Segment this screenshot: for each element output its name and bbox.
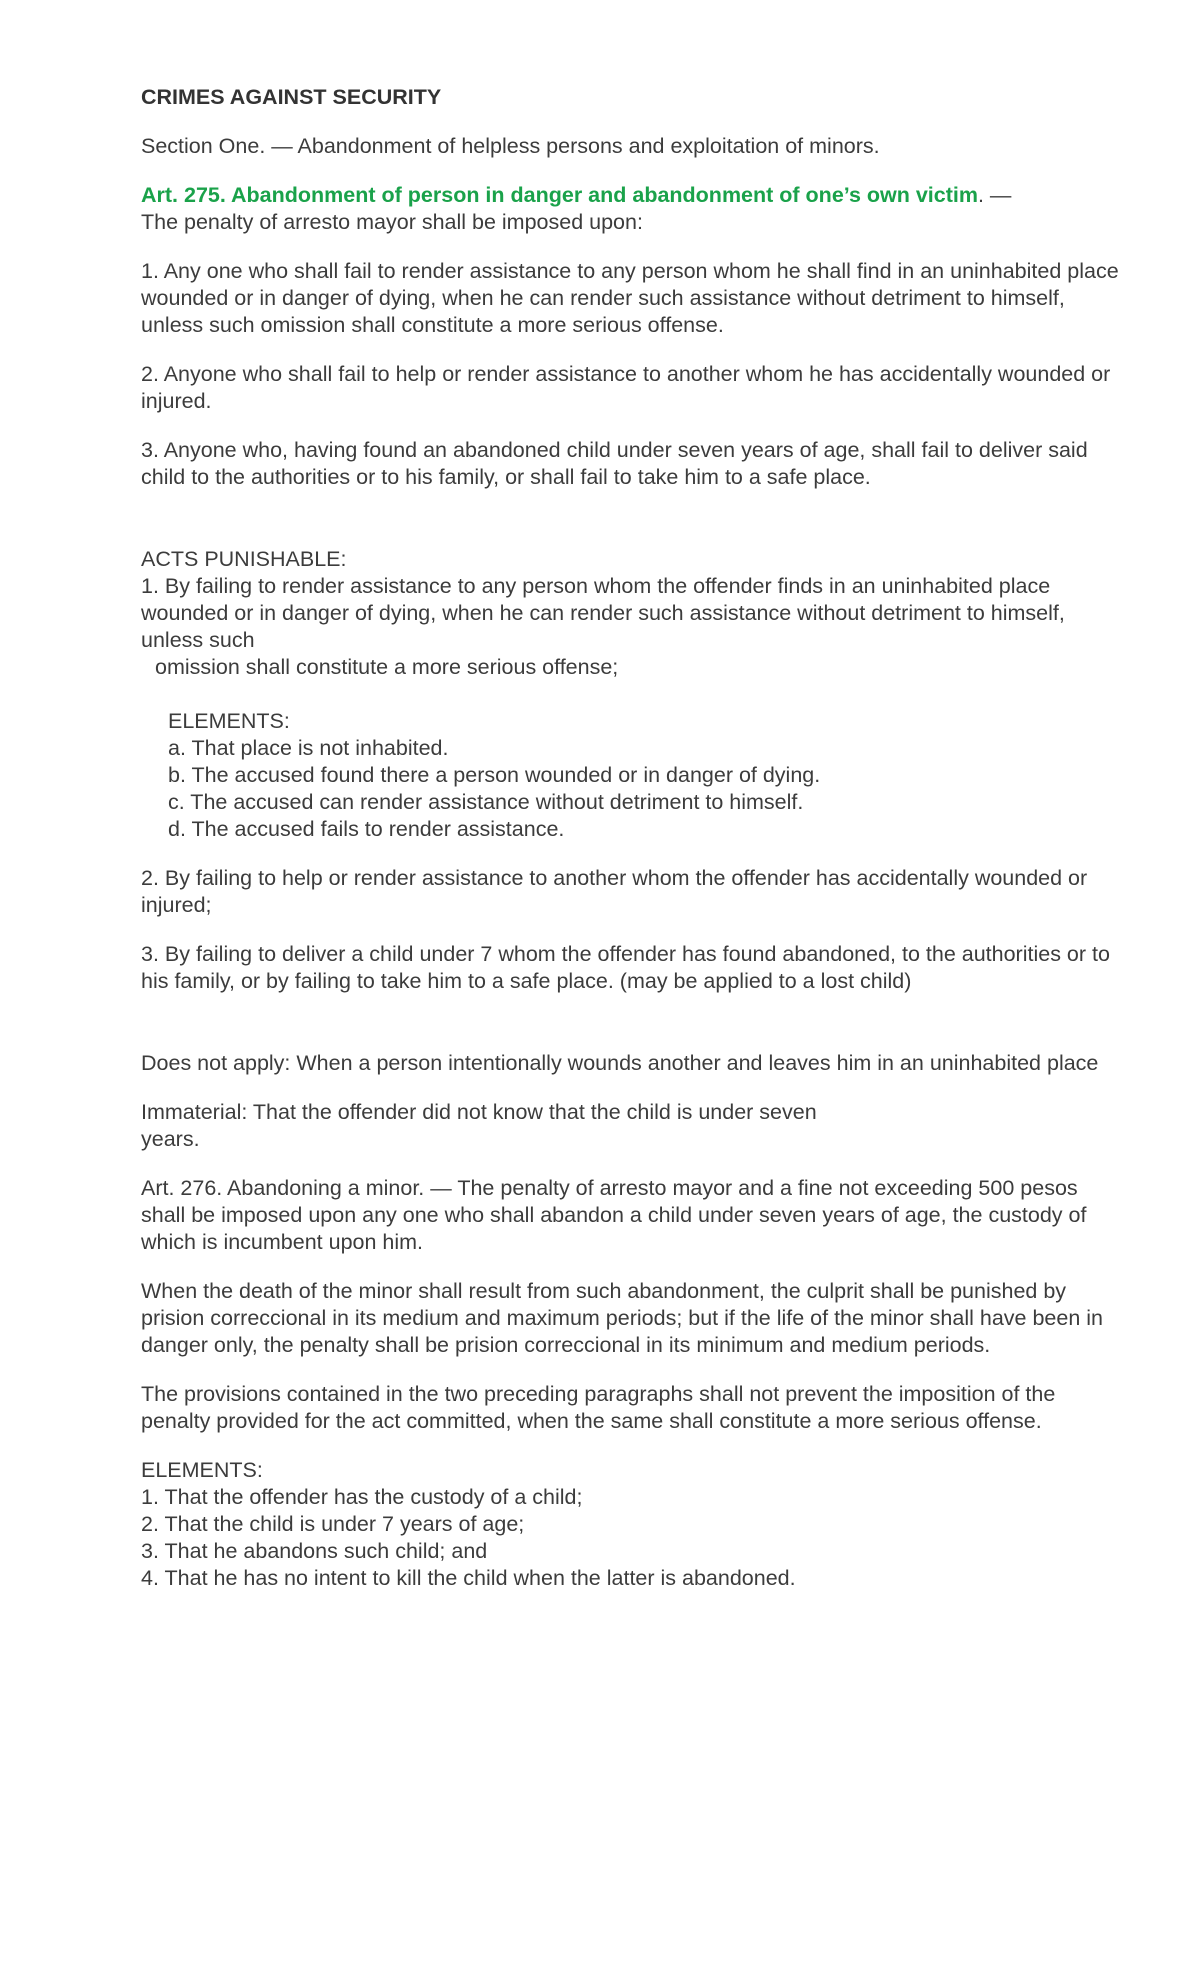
art-275-item-3: 3. Anyone who, having found an abandoned child under seven years of age, shall fail to deliver said child to the authorities or to his family, or shall fail to take him to a safe place. — [141, 438, 1088, 489]
does-not-apply-note: Does not apply: When a person intentionally wounds another and leaves him in an uninhabited place — [141, 1051, 1099, 1075]
spacer — [141, 491, 1121, 546]
page-title: CRIMES AGAINST SECURITY — [141, 85, 442, 109]
art-275-intro — [141, 182, 1121, 236]
act-1-continuation: omission shall constitute a more serious offense; — [155, 655, 619, 679]
art-275-heading-tail: . — — [977, 183, 1012, 207]
art-276-paragraph-1: Art. 276. Abandoning a minor. — The penalty of arresto mayor and a fine not exceeding 500 pesos shall be imposed upon any one who shall abandon a child under seven years of age, the custody of which is incumbent upon him. — [141, 1176, 1087, 1254]
section-heading: Section One. — Abandonment of helpless persons and exploitation of minors. — [141, 134, 880, 158]
art-276-elements — [141, 1457, 1121, 1592]
elements-label: ELEMENTS: — [141, 1458, 263, 1482]
art-275-heading: Art. 275. Abandonment of person in danger and abandonment of one’s own victim — [141, 183, 978, 207]
acts-punishable-label: ACTS PUNISHABLE: — [141, 547, 347, 571]
act-2-text: 2. By failing to help or render assistance to another whom the offender has accidentally wounded or injured; — [141, 866, 1088, 917]
element-item: 3. That he abandons such child; and — [141, 1539, 488, 1563]
art-276-paragraph-2: When the death of the minor shall result from such abandonment, the culprit shall be punished by prision correccional in its medium and maximum periods; but if the life of the minor shall have been in danger only, the penalty shall be prision correccional in its minimum and medium periods. — [141, 1279, 1103, 1357]
art-275-item-2: 2. Anyone who shall fail to help or render assistance to another whom he has accidentally wounded or injured. — [141, 362, 1111, 413]
spacer — [141, 995, 1121, 1050]
art-275-intro-text: The penalty of arresto mayor shall be imposed upon: — [141, 210, 643, 234]
act-1-elements — [141, 708, 1121, 843]
element-item: 1. That the offender has the custody of a child; — [141, 1485, 583, 1509]
act-1-text: 1. By failing to render assistance to any person whom the offender finds in an uninhabited place wounded or in danger of dying, when he can render such assistance without detriment to himself, unless such — [141, 574, 1065, 652]
element-item: d. The accused fails to render assistance. — [168, 817, 565, 841]
immaterial-note — [141, 1099, 1121, 1153]
element-item: 4. That he has no intent to kill the child when the latter is abandoned. — [141, 1566, 796, 1590]
element-item: 2. That the child is under 7 years of age; — [141, 1512, 525, 1536]
immaterial-line-2: years. — [141, 1127, 200, 1151]
elements-label: ELEMENTS: — [168, 709, 290, 733]
element-item: c. The accused can render assistance without detriment to himself. — [168, 790, 804, 814]
art-275-item-1: 1. Any one who shall fail to render assistance to any person whom he shall find in an uninhabited place wounded or in danger of dying, when he can render such assistance without detriment to himself, unless such omission shall constitute a more serious offense. — [141, 259, 1119, 337]
immaterial-line-1: Immaterial: That the offender did not know that the child is under seven — [141, 1100, 817, 1124]
element-item: b. The accused found there a person wounded or in danger of dying. — [168, 763, 821, 787]
document-page — [141, 84, 1121, 1592]
act-3-text: 3. By failing to deliver a child under 7 whom the offender has found abandoned, to the authorities or to his family, or by failing to take him to a safe place. (may be applied to a lost child) — [141, 942, 1110, 993]
element-item: a. That place is not inhabited. — [168, 736, 449, 760]
spacer — [141, 681, 1121, 708]
art-276-paragraph-3: The provisions contained in the two preceding paragraphs shall not prevent the imposition of the penalty provided for the act committed, when the same shall constitute a more serious offense. — [141, 1382, 1056, 1433]
